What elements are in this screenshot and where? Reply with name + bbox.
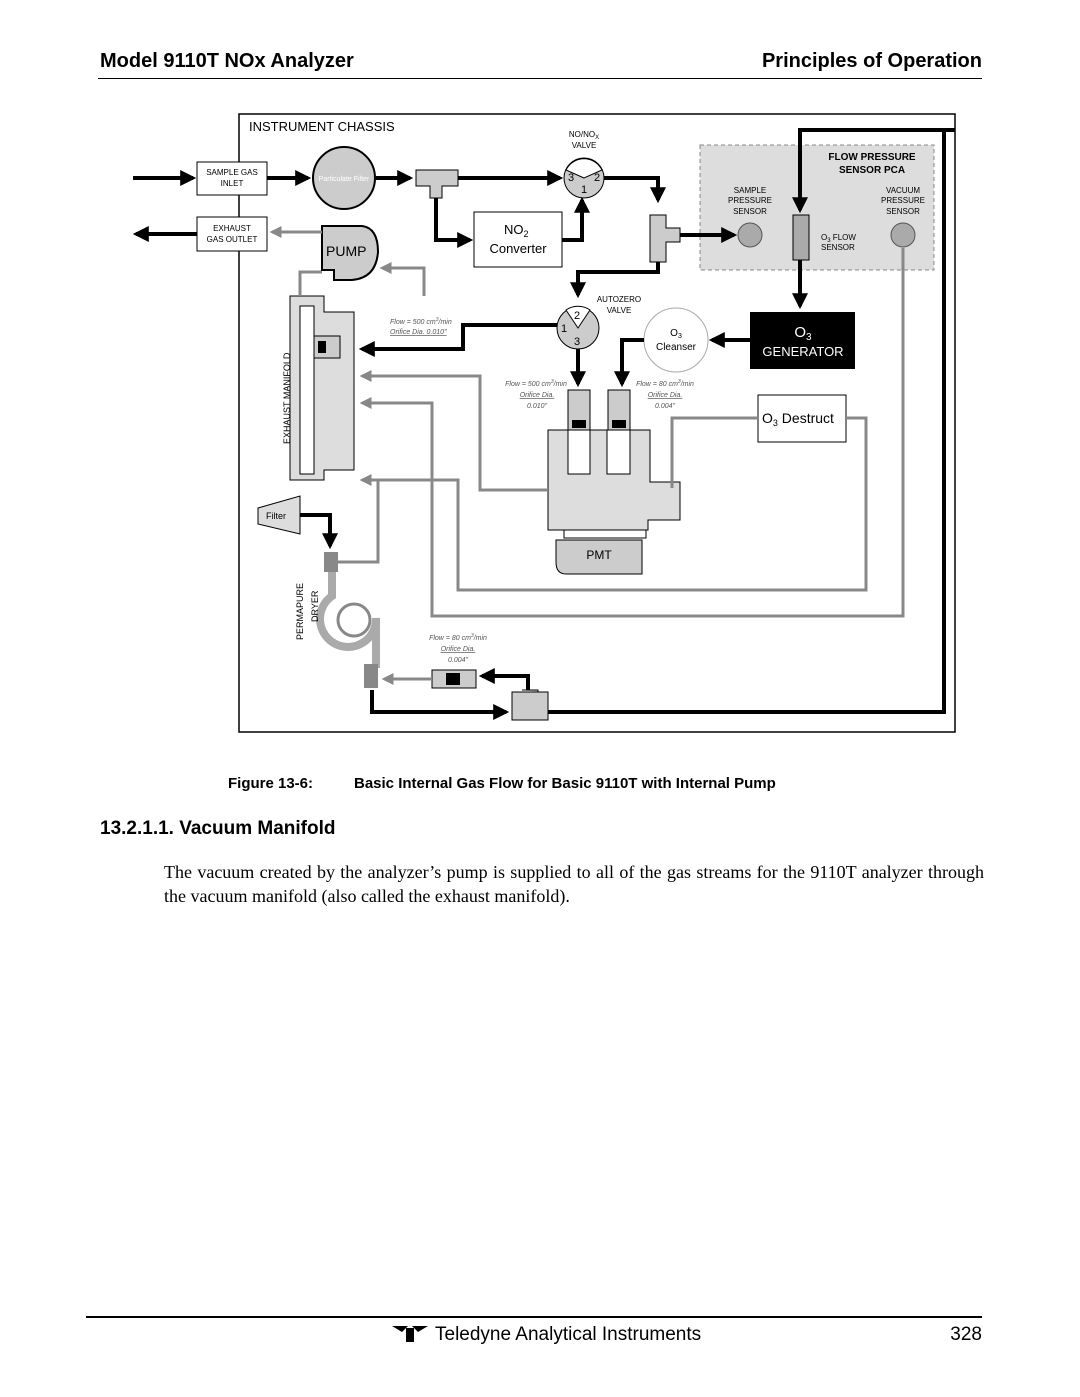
autozero-port-2: 2 (574, 310, 581, 322)
sample-inlet-label-2: INLET (220, 179, 244, 188)
dryer-to-tee (372, 690, 506, 712)
o3-destruct-label: $O_3$ Destruct (762, 410, 834, 428)
no2-converter (474, 212, 562, 267)
footer-page-number: 328 (950, 1324, 982, 1345)
vacuum-pressure-label-1: VACUUM (885, 186, 921, 195)
header-title-right: Principles of Operation (761, 50, 982, 72)
bottom-orifice-dia: Orifice Dia. (440, 646, 476, 653)
cleanser-to-orifice (622, 340, 644, 384)
sample-pressure-label-1: SAMPLE (733, 186, 767, 195)
vacuum-to-pump (382, 268, 424, 296)
filter-to-dryer (300, 515, 330, 546)
chassis-label: INSTRUMENT CHASSIS (249, 119, 395, 134)
manifold-orifice-dia: Orifice Dia. 0.010" (390, 329, 447, 336)
autozero-port-1: 1 (561, 323, 568, 335)
nonox-port-2: 2 (594, 172, 601, 184)
pca-label-1: FLOW PRESSURE (828, 152, 916, 163)
right-orifice-dia: Orifice Dia. (647, 392, 683, 399)
figure-number: Figure 13-6: (228, 775, 314, 792)
sample-tee (650, 215, 680, 262)
sample-pressure-label-2: PRESSURE (727, 196, 773, 205)
exhaust-outlet-label-2: GAS OUTLET (206, 235, 258, 244)
dryer-tee (512, 690, 548, 720)
valve-to-tee (604, 178, 658, 200)
vacuum-pressure-sensor (891, 223, 915, 247)
o3-cleanser-label-2: Cleanser (655, 342, 697, 353)
figure-caption (228, 775, 776, 792)
o3-flow-sensor (793, 215, 809, 260)
sample-inlet-label-1: SAMPLE GAS (206, 168, 258, 177)
nonox-port-3: 3 (568, 172, 575, 184)
o3-cleanser-label-1: $O_3$ (670, 328, 682, 340)
vacuum-pressure-label-3: SENSOR (886, 207, 920, 216)
o3-generator-label-1: $O_3$ (794, 324, 812, 343)
converter-to-valve (562, 200, 582, 240)
autozero-label-2: VALVE (606, 306, 632, 315)
pmt-label: PMT (586, 548, 612, 562)
header-title-left: Model 9110T NOx Analyzer (100, 50, 354, 72)
permapure-label-1: PERMAPURE (295, 582, 305, 640)
right-orifice-size: 0.004" (654, 403, 676, 410)
body-paragraph: The vacuum created by the analyzer’s pump is supplied to all of the gas streams for the 9110T analyzer through the vacuum manifold (also called the exhaust manifold). (164, 862, 984, 906)
exhaust-outlet-label-1: EXHAUST (213, 224, 251, 233)
sample-pressure-sensor (738, 223, 762, 247)
pmt-window (564, 530, 646, 538)
o3-cleanser (644, 308, 708, 372)
sample-pressure-label-3: SENSOR (733, 207, 767, 216)
footer-company: Teledyne Analytical Instruments (435, 1324, 702, 1345)
pump-label: PUMP (326, 243, 367, 259)
autozero-label-1: AUTOZERO (596, 295, 642, 304)
left-orifice-flow: Flow = 500 $cm^3/\min$ (505, 379, 567, 388)
section-heading: 13.2.1.1. Vacuum Manifold (100, 818, 336, 839)
o3-flow-sensor-label-2: SENSOR (821, 243, 855, 252)
right-orifice-flow: Flow = 80 $cm^3/\min$ (636, 379, 694, 388)
dryer-purge-to-manifold (338, 480, 378, 562)
figure-title: Basic Internal Gas Flow for Basic 9110T with Internal Pump (354, 775, 776, 792)
particulate-filter-label: Particulate Filter (318, 176, 370, 183)
o3-flow-sensor-label-1: $O_3$ FLOW (821, 233, 856, 244)
autozero-port-3: 3 (574, 336, 581, 348)
left-orifice-dia: Orifice Dia. (519, 392, 555, 399)
dryer-filter-label: Filter (266, 511, 286, 521)
permapure-label-2: DRYER (310, 590, 320, 622)
o3-generator-label-2: GENERATOR (762, 344, 844, 359)
nonox-valve-label-2: VALVE (571, 141, 597, 150)
vacuum-pressure-label-2: PRESSURE (880, 196, 926, 205)
manifold-to-pump (300, 272, 322, 296)
no2-converter-label-2: Converter (489, 241, 547, 256)
cell-to-destruct (672, 418, 758, 488)
tee-to-autozero (578, 262, 658, 295)
exhaust-gas-outlet (197, 217, 267, 251)
pca-label-2: SENSOR PCA (838, 165, 906, 176)
nonox-port-1: 1 (581, 184, 588, 196)
no2-converter-label-1: $NO_2$ (504, 222, 529, 239)
teledyne-logo-icon (390, 1324, 430, 1344)
left-orifice-size: 0.010" (526, 403, 548, 410)
exhaust-manifold-label: EXHAUST MANIFOLD (282, 352, 292, 444)
manifold-orifice-flow: Flow = 500 $cm^3/\min$ (390, 317, 452, 326)
tee-to-converter (436, 198, 470, 240)
tee-to-bottom-orifice (482, 676, 528, 690)
footer-rule (86, 1316, 982, 1318)
reaction-cell (548, 430, 680, 530)
inlet-tee (416, 170, 458, 198)
nonox-valve-label-1: $NO/NO_X$ (568, 130, 600, 141)
bottom-orifice-flow: Flow = 80 $cm^3/\min$ (429, 633, 487, 642)
bottom-orifice-size: 0.004" (447, 657, 469, 664)
